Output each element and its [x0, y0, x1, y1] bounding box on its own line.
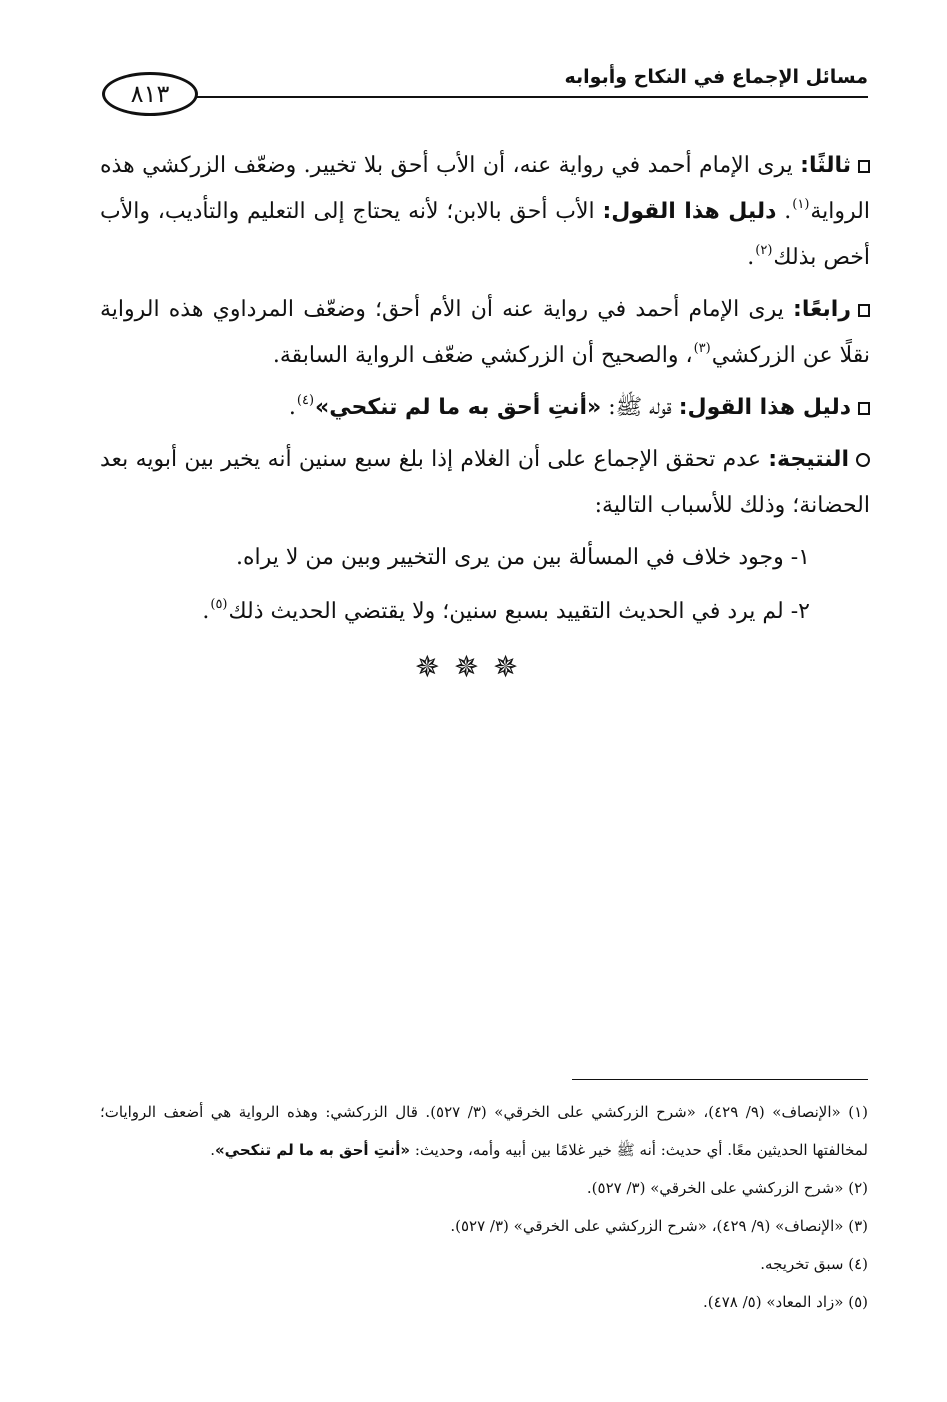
footnote-ref[interactable]: (٣)	[693, 341, 711, 356]
footnote-5: (٥) «زاد المعاد» (٥/ ٤٧٨).	[703, 1293, 868, 1311]
page-header	[100, 66, 868, 122]
paragraph-text: .	[776, 199, 792, 224]
footnote-ref[interactable]: (٢)	[755, 243, 773, 258]
paragraph-text: .	[747, 245, 755, 270]
running-title: مسائل الإجماع في النكاح وأبوابه	[564, 66, 868, 88]
paragraph-label: النتيجة:	[768, 447, 849, 472]
main-text	[100, 143, 870, 643]
paragraph-text: الأب أحق بالابن؛ لأنه يحتاج إلى التعليم والتأديب، والأب أخص بذلك	[100, 199, 870, 270]
page-number: ٨١٣	[102, 72, 198, 116]
square-bullet-icon	[858, 304, 870, 317]
square-bullet-icon	[858, 160, 870, 173]
section-ornament: ✵✵✵	[414, 650, 533, 685]
paragraph-fourth-opinion	[100, 287, 870, 379]
paragraph-label: دليل هذا القول:	[678, 395, 851, 420]
paragraph-evidence	[100, 385, 870, 431]
paragraph-text: قوله ﷺ:	[601, 395, 679, 420]
paragraph-third-opinion	[100, 143, 870, 281]
header-rule	[195, 96, 868, 98]
footnote-separator	[572, 1079, 868, 1080]
list-item-text: ١- وجود خلاف في المسألة بين من يرى التخيير وبين من لا يراه.	[235, 545, 810, 570]
evidence-label: دليل هذا القول:	[602, 199, 777, 224]
list-item	[100, 589, 810, 635]
paragraph-label: ثالثًا:	[800, 153, 851, 178]
paragraph-text: يرى الإمام أحمد في رواية عنه، أن الأب أحق بلا تخيير. وضعّف الزركشي هذه الرواية	[100, 153, 870, 224]
paragraph-result	[100, 437, 870, 529]
footnote-ref[interactable]: (٤)	[296, 393, 315, 408]
footnote-ref[interactable]: (٥)	[210, 597, 228, 612]
footnote-ref[interactable]: (١)	[792, 197, 810, 212]
list-item	[100, 535, 810, 581]
paragraph-text: ، والصحيح أن الزركشي ضعّف الرواية السابقة.	[272, 343, 693, 368]
paragraph-label: رابعًا:	[793, 297, 851, 322]
paragraph-text: يرى الإمام أحمد في رواية عنه أن الأم أحق؛ وضعّف المرداوي هذه الرواية نقلًا عن الزركشي	[100, 297, 870, 368]
footnote-bold-quote: «أنتِ أحق به ما لم تنكحي»	[214, 1141, 411, 1159]
list-item-text: ٢- لم يرد في الحديث التقييد بسبع سنين؛ ولا يقتضي الحديث ذلك	[228, 599, 810, 624]
footnotes	[100, 1093, 868, 1321]
footnote-3: (٣) «الإنصاف» (٩/ ٤٢٩)، «شرح الزركشي على الخرقي» (٣/ ٥٢٧).	[450, 1217, 868, 1235]
footnote-4: (٤) سبق تخريجه.	[760, 1255, 868, 1273]
circle-bullet-icon	[856, 453, 870, 467]
footnote-text: (١) «الإنصاف» (٩/ ٤٢٩)، «شرح الزركشي على الخرقي» (٣/ ٥٢٧). قال الزركشي: وهذه الرواية هي أضعف الروايات؛ لمخالفتها الحديثين معًا. أي حديث: أنه ﷺ خير غلامًا بين أبيه وأمه، وحديث:	[100, 1103, 868, 1159]
square-bullet-icon	[858, 402, 870, 415]
list-item-text: .	[202, 599, 210, 624]
hadith-quote: «أنتِ أحق به ما لم تنكحي»	[315, 395, 602, 420]
footnote-2: (٢) «شرح الزركشي على الخرقي» (٣/ ٥٢٧).	[586, 1179, 868, 1197]
paragraph-text: عدم تحقق الإجماع على أن الغلام إذا بلغ سبع سنين أنه يخير بين أبويه بعد الحضانة؛ وذلك للأسباب التالية:	[100, 447, 870, 518]
footnote-text: .	[210, 1141, 215, 1159]
paragraph-text: .	[288, 395, 296, 420]
footnote-1	[100, 1093, 868, 1169]
